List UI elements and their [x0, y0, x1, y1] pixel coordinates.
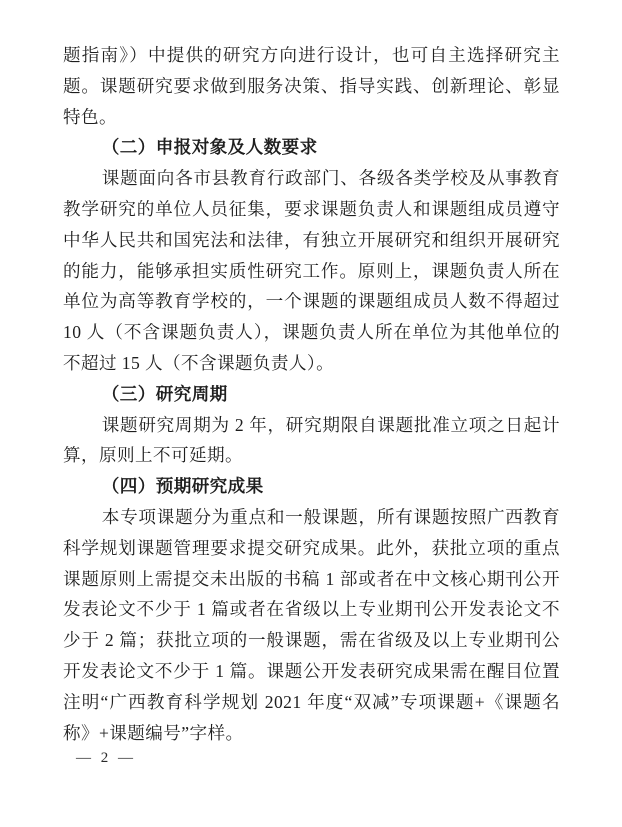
page-number: — 2 —: [76, 750, 136, 766]
document-text-block: [63, 40, 560, 748]
paragraph-research-period: 课题研究周期为 2 年，研究期限自课题批准立项之日起计算，原则上不可延期。: [63, 414, 560, 466]
paragraph-expected-results: 本专项课题分为重点和一般课题，所有课题按照广西教育科学规划课题管理要求提交研究成果。此外，获批立项的重点课题原则上需提交未出版的书稿 1 部或者在中文核心期刊公开发表论文不少于 1 篇或者在省级以上专业期刊公开发表论文不少于 2 篇；获批立项的一般课题，需在省级及以上专业期刊公开发表论文不少于 1 篇。课题公开发表研究成果需在醒目位置注明“广西教育科学规划 2021 年度“双减”专项课题+《课题名称》+课题编号”字样。: [63, 506, 560, 743]
section-heading-2: （二）申报对象及人数要求: [101, 137, 318, 158]
paragraph-application-requirements: 课题面向各市县教育行政部门、各级各类学校及从事教育教学研究的单位人员征集，要求课题负责人和课题组成员遵守中华人民共和国宪法和法律，有独立开展研究和组织开展研究的能力，能够承担实质性研究工作。原则上，课题负责人所在单位为高等教育学校的，一个课题的课题组成员人数不得超过 10 人（不含课题负责人），课题负责人所在单位为其他单位的不超过 15 人（不含课题负责人）。: [63, 168, 560, 373]
section-heading-3: （三）研究周期: [101, 383, 228, 404]
paragraph-continuation: 题指南》）中提供的研究方向进行设计，也可自主选择研究主题。课题研究要求做到服务决策、指导实践、创新理论、彰显特色。: [63, 45, 560, 127]
section-heading-4: （四）预期研究成果: [101, 476, 264, 497]
